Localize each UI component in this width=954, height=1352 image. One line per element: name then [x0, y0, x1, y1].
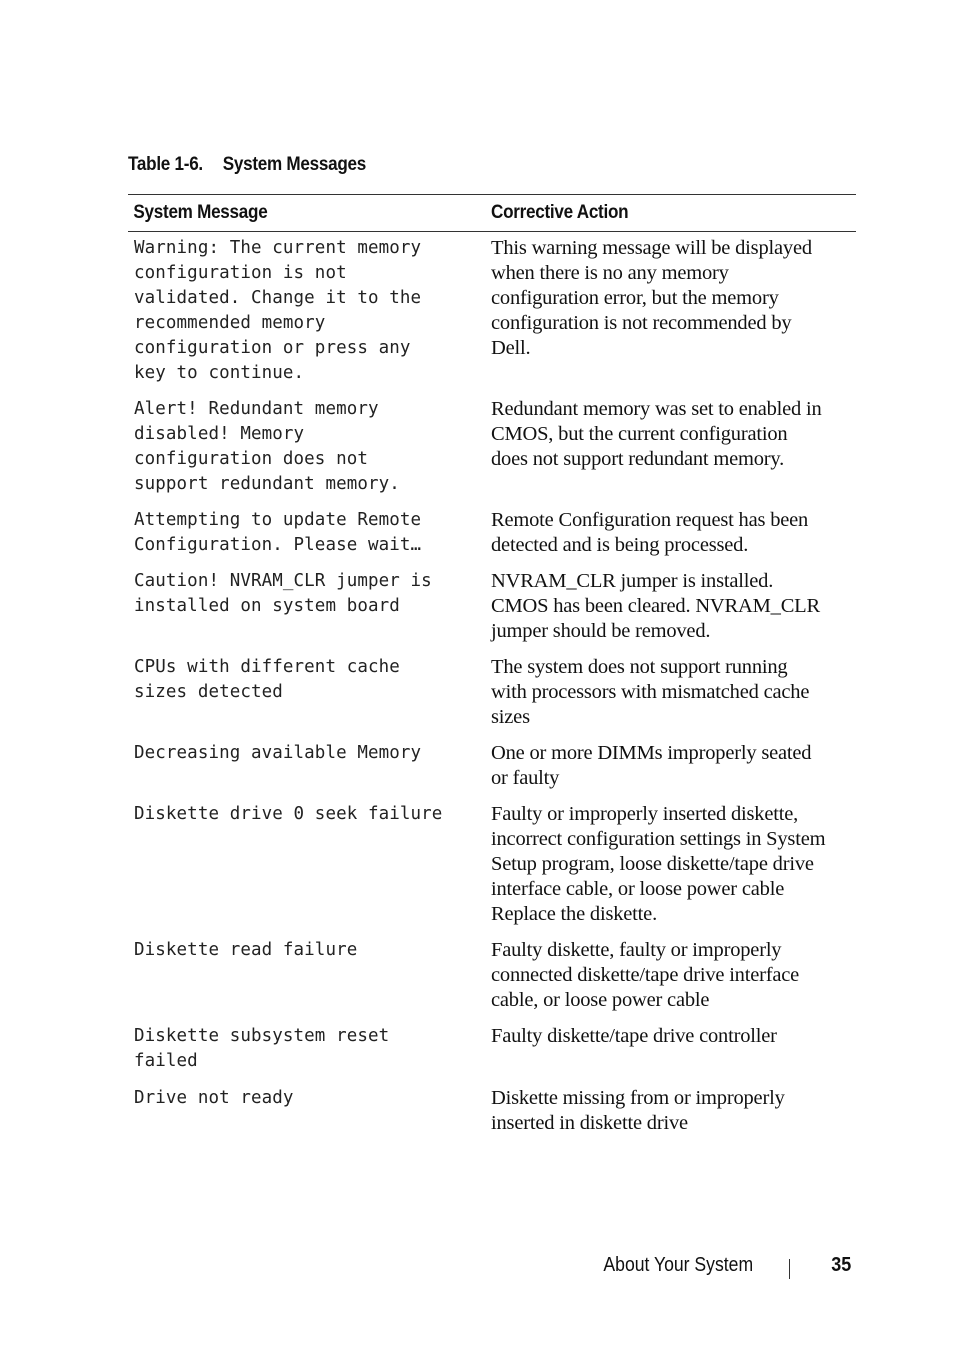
- system-message-cell: Caution! NVRAM_CLR jumper is installed on system board: [134, 571, 432, 616]
- system-message-cell: Attempting to update Remote Configuration. Please wait…: [134, 510, 422, 555]
- system-message-cell: CPUs with different cache sizes detected: [134, 657, 400, 702]
- corrective-action-cell: This warning message will be displayed when there is no any memory configuration error, but the memory configuration is not recommended by Dell.: [491, 237, 812, 359]
- system-message-cell: Diskette subsystem reset failed: [134, 1026, 390, 1071]
- system-message-cell: Drive not ready: [134, 1088, 294, 1108]
- footer-section-title: About Your System: [603, 1254, 753, 1276]
- system-message-cell: Decreasing available Memory: [134, 743, 422, 763]
- corrective-action-cell: Faulty diskette, faulty or improperly connected diskette/tape drive interface cable, or loose power cable: [491, 939, 800, 1011]
- corrective-action-cell: Remote Configuration request has been detected and is being processed.: [491, 509, 809, 556]
- table-row: [128, 741, 856, 791]
- corrective-action-cell: Redundant memory was set to enabled in CMOS, but the current configuration does not support redundant memory.: [491, 398, 822, 470]
- table-row: [128, 1024, 856, 1074]
- table-row: [128, 1086, 856, 1136]
- table-row: [128, 655, 856, 730]
- corrective-action-cell: Faulty diskette/tape drive controller: [491, 1025, 777, 1047]
- corrective-action-cell: Faulty or improperly inserted diskette, incorrect configuration settings in System Setup program, loose diskette/tape drive interface cable, or loose power cable Replace the diskette.: [491, 803, 826, 925]
- corrective-action-cell: Diskette missing from or improperly inserted in diskette drive: [491, 1087, 785, 1134]
- system-message-cell: Diskette read failure: [134, 940, 358, 960]
- table-row: [128, 938, 856, 1013]
- header-system-message: System Message: [133, 202, 268, 223]
- corrective-action-cell: The system does not support running with processors with mismatched cache sizes: [491, 656, 810, 728]
- corrective-action-cell: NVRAM_CLR jumper is installed. CMOS has been cleared. NVRAM_CLR jumper should be removed.: [491, 570, 820, 642]
- table-row: [128, 802, 856, 927]
- table-row: [128, 236, 856, 386]
- table-caption: [128, 154, 366, 176]
- table-body: [128, 232, 856, 1136]
- table-row: [128, 508, 856, 558]
- table-row: [128, 569, 856, 644]
- table-number: Table 1-6.: [128, 154, 203, 175]
- page-footer: [0, 1254, 954, 1282]
- footer-divider: [789, 1259, 790, 1279]
- system-message-cell: Diskette drive 0 seek failure: [134, 804, 443, 824]
- header-corrective-action: Corrective Action: [491, 202, 629, 223]
- table-header: [128, 194, 856, 232]
- system-message-cell: Warning: The current memory configuration is not validated. Change it to the recommended memory configuration or press any key to continue.: [134, 238, 422, 383]
- table-row: [128, 397, 856, 497]
- system-messages-table: [128, 194, 856, 1136]
- page-number: 35: [830, 1254, 851, 1276]
- table-title: System Messages: [222, 154, 367, 175]
- system-message-cell: Alert! Redundant memory disabled! Memory configuration does not support redundant memory.: [134, 399, 400, 494]
- corrective-action-cell: One or more DIMMs improperly seated or faulty: [491, 742, 812, 789]
